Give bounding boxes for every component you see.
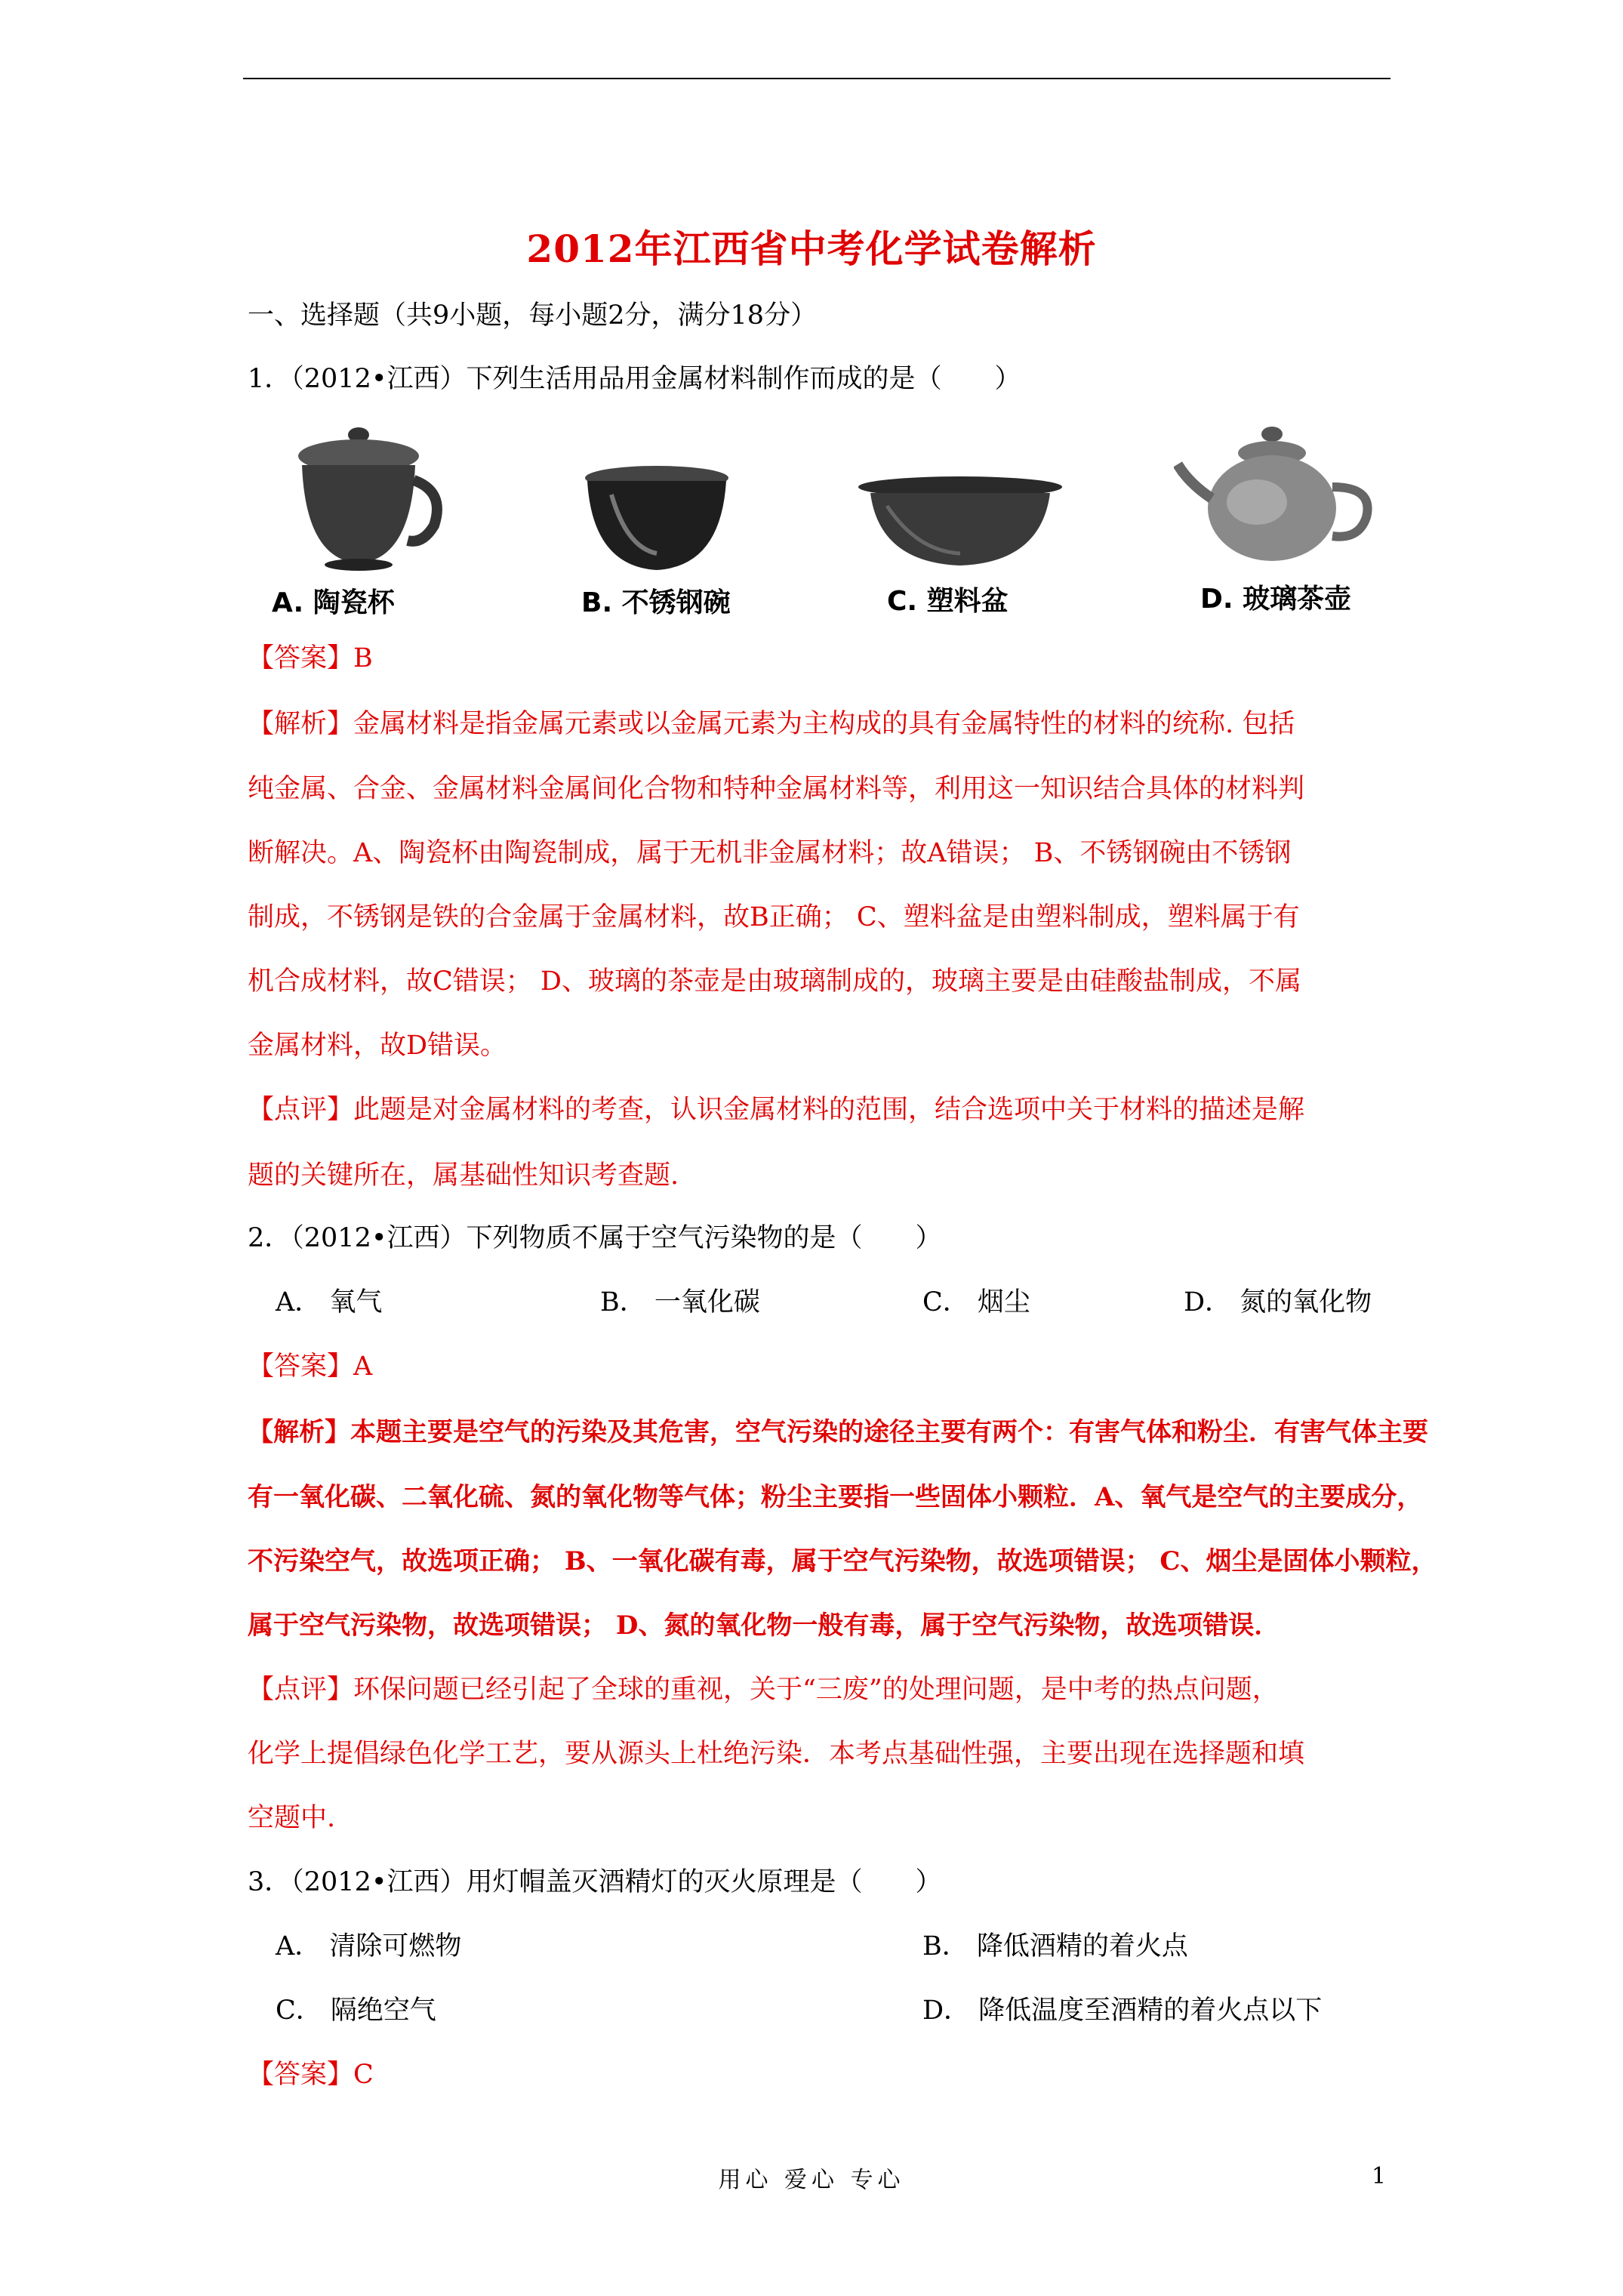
plastic-basin-icon xyxy=(857,472,1064,570)
q2-comment-line: 空题中. xyxy=(248,1803,336,1833)
q1-analysis-line: 【解析】金属材料是指金属元素或以金属元素为主构成的具有金属特性的材料的统称. 包括 xyxy=(248,709,1295,739)
q2-option-c: C． 烟尘 xyxy=(922,1287,1030,1318)
q2-comment-line: 【点评】环保问题已经引起了全球的重视，关于“三废”的处理问题，是中考的热点问题， xyxy=(248,1675,1279,1705)
q1-answer: 【答案】B xyxy=(248,643,373,673)
q2-option-a: A． 氧气 xyxy=(276,1287,383,1318)
q1-option-a-caption: A. 陶瓷杯 xyxy=(272,587,395,618)
ceramic-cup-icon xyxy=(287,420,445,575)
q3-answer: 【答案】C xyxy=(248,2060,374,2090)
q2-comment-line: 化学上提倡绿色化学工艺，要从源头上杜绝污染．本考点基础性强，主要出现在选择题和填 xyxy=(248,1739,1305,1769)
q1-option-b-caption: B. 不锈钢碗 xyxy=(581,587,731,618)
page-number: 1 xyxy=(1372,2163,1387,2190)
q1-stem: 1．（2012•江西）下列生活用品用金属材料制作而成的是（ ） xyxy=(248,364,1021,394)
header-rule xyxy=(243,78,1390,79)
q1-analysis-line: 制成，不锈钢是铁的合金属于金属材料，故B正确； C、塑料盆是由塑料制成，塑料属于有 xyxy=(248,902,1300,932)
q3-option-c: C． 隔绝空气 xyxy=(276,1996,436,2026)
q1-comment-line: 题的关键所在，属基础性知识考查题. xyxy=(248,1160,679,1191)
q1-option-d-caption: D. 玻璃茶壶 xyxy=(1200,584,1352,615)
q1-comment-line: 【点评】此题是对金属材料的考查，认识金属材料的范围，结合选项中关于材料的描述是解 xyxy=(248,1095,1305,1125)
q1-analysis-line: 金属材料，故D错误。 xyxy=(248,1031,507,1061)
q2-analysis-line: 属于空气污染物，故选项错误； D、氮的氧化物一般有毒，属于空气污染物，故选项错误． xyxy=(248,1610,1280,1641)
q2-answer: 【答案】A xyxy=(248,1351,373,1382)
steel-bowl-icon xyxy=(581,464,732,574)
q2-option-d: D． 氮的氧化物 xyxy=(1184,1287,1372,1318)
q2-analysis-line: 【解析】本题主要是空气的污染及其危害，空气污染的途径主要有两个：有害气体和粉尘．有害气体主要 xyxy=(248,1417,1428,1447)
glass-teapot-icon xyxy=(1174,419,1381,566)
q3-option-d: D． 降低温度至酒精的着火点以下 xyxy=(922,1996,1323,2026)
q3-option-a: A． 清除可燃物 xyxy=(276,1931,462,1962)
q3-option-b: B． 降低酒精的着火点 xyxy=(922,1931,1188,1962)
q2-analysis-line: 有一氧化碳、二氧化硫、氮的氧化物等气体；粉尘主要指一些固体小颗粒．A、氧气是空气的主要成分， xyxy=(248,1482,1423,1512)
q1-option-c-caption: C. 塑料盆 xyxy=(887,586,1009,617)
page-title: 2012年江西省中考化学试卷解析 xyxy=(526,227,1097,271)
q2-stem: 2．（2012•江西）下列物质不属于空气污染物的是（ ） xyxy=(248,1223,942,1253)
q2-analysis-line: 不污染空气，故选项正确； B、一氧化碳有毒，属于空气污染物，故选项错误； C、烟尘是固体小颗粒， xyxy=(248,1546,1437,1576)
footer-motto: 用心 爱心 专心 xyxy=(718,2167,905,2193)
q2-option-b: B． 一氧化碳 xyxy=(600,1287,760,1318)
q1-analysis-line: 断解决。A、陶瓷杯由陶瓷制成，属于无机非金属材料；故A错误； B、不锈钢碗由不锈钢 xyxy=(248,838,1292,868)
q1-analysis-line: 纯金属、合金、金属材料金属间化合物和特种金属材料等，利用这一知识结合具体的材料判 xyxy=(248,774,1305,804)
section-heading: 一、选择题（共9小题，每小题2分，满分18分） xyxy=(248,300,818,331)
q3-stem: 3．（2012•江西）用灯帽盖灭酒精灯的灭火原理是（ ） xyxy=(248,1867,942,1897)
q1-analysis-line: 机合成材料，故C错误； D、玻璃的茶壶是由玻璃制成的，玻璃主要是由硅酸盐制成，不属 xyxy=(248,966,1301,997)
